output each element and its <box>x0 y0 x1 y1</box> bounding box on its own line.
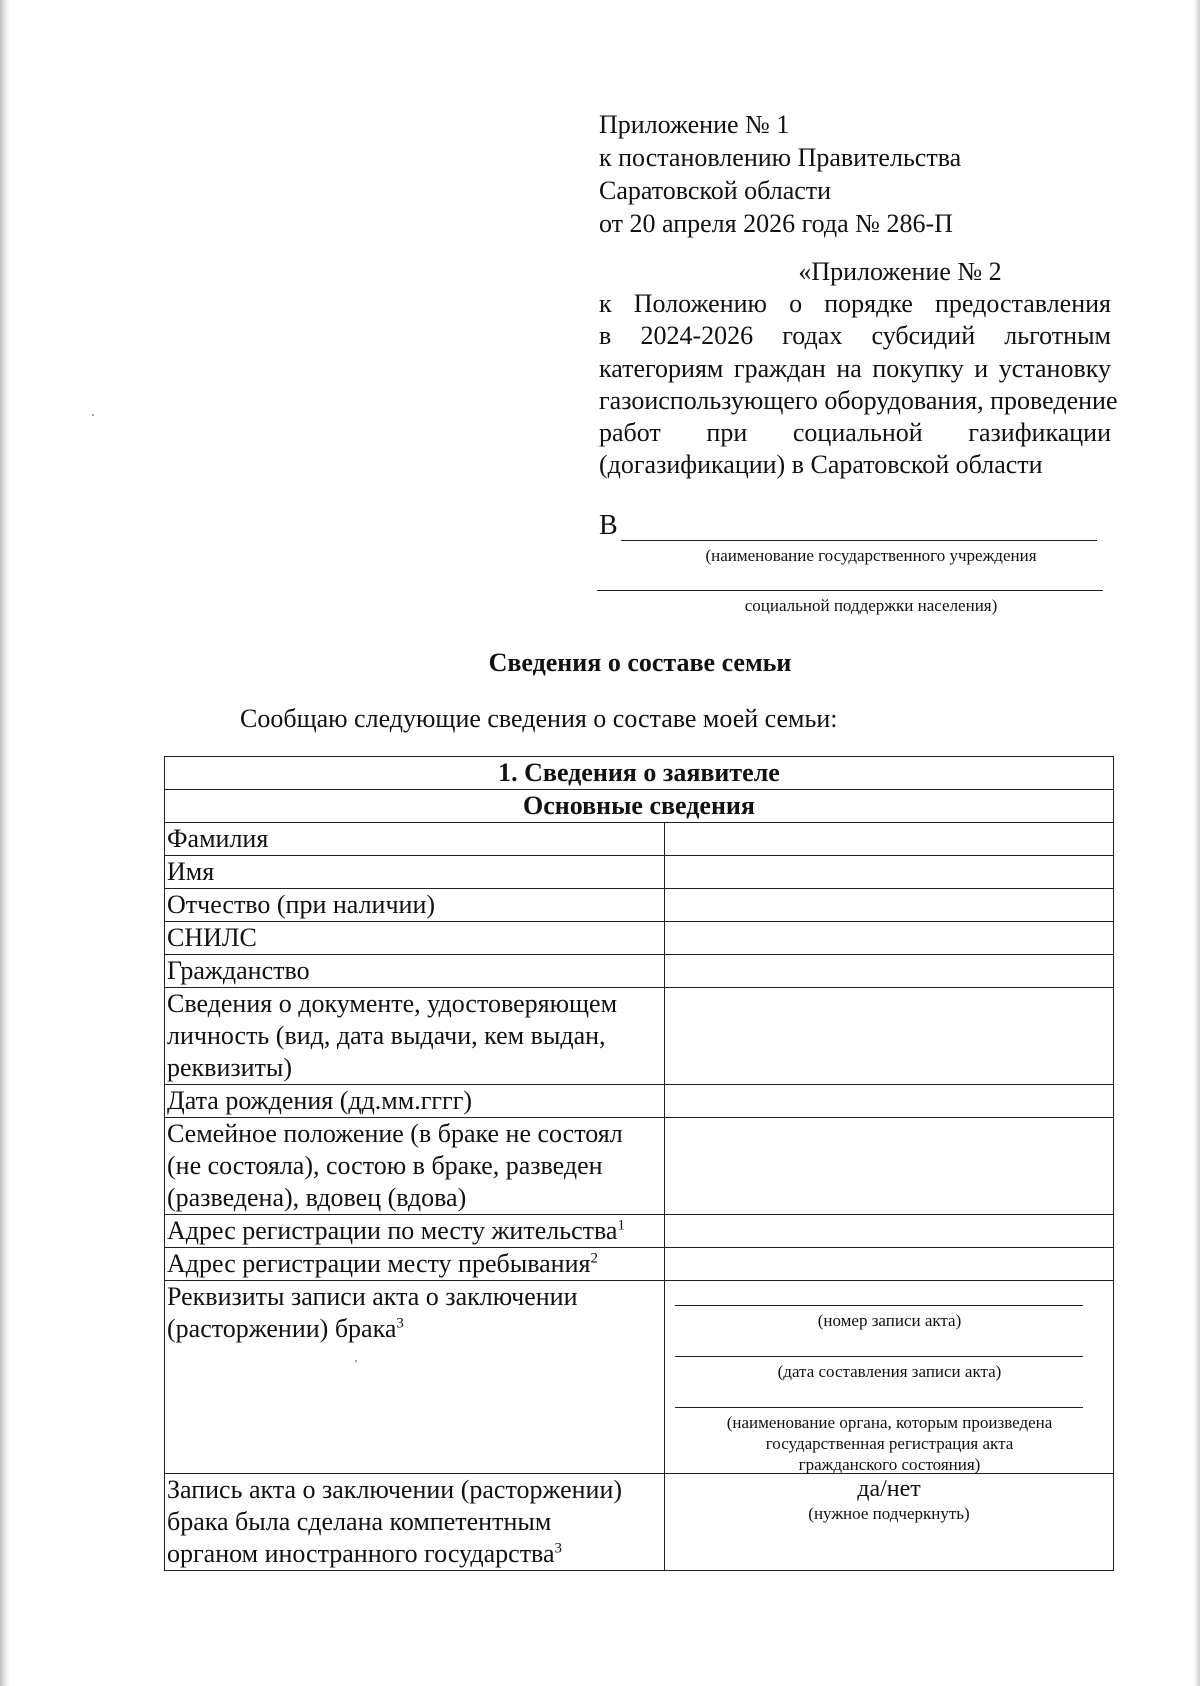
footnote-marker: 2 <box>590 1250 598 1267</box>
marriage-act-label-line <box>167 1313 662 1345</box>
table-row <box>165 922 1114 955</box>
marriage-act-label-line: Реквизиты записи акта о заключении <box>167 1282 578 1311</box>
stay-address-text: Адрес регистрации месту пребывания <box>167 1249 591 1278</box>
id-document-label <box>165 988 665 1085</box>
table-row <box>165 1085 1114 1118</box>
appendix2-line: в 2024-2026 годах субсидий льготным <box>599 321 1111 351</box>
table-row <box>165 856 1114 889</box>
footnote-marker: 1 <box>617 1217 625 1234</box>
foreign-act-label-text: органом иностранного государства <box>167 1539 555 1568</box>
header-line: Приложение № 1 <box>599 110 790 139</box>
table-row <box>165 1118 1114 1215</box>
recipient-prefix: В <box>599 510 618 541</box>
applicant-form-table <box>164 756 1114 1571</box>
id-document-label-line: реквизиты) <box>167 1053 293 1082</box>
section-title: 1. Сведения о заявителе <box>165 757 1114 790</box>
scan-speck <box>92 414 94 416</box>
id-document-label-line: Сведения о документе, удостоверяющем <box>167 989 618 1018</box>
appendix2-body <box>599 288 1118 482</box>
marital-status-label-line: (разведена), вдовец (вдова) <box>167 1183 467 1212</box>
table-row <box>165 1474 1114 1571</box>
residence-address-text: Адрес регистрации по месту жительства <box>167 1216 618 1245</box>
foreign-act-label-line: Запись акта о заключении (расторжении) <box>167 1475 623 1504</box>
table-row <box>165 1215 1114 1248</box>
act-organ-caption-line: государственная регистрация акта <box>765 1434 1014 1453</box>
id-document-label-line: личность (вид, дата выдачи, кем выдан, <box>167 1021 606 1050</box>
marriage-act-field <box>665 1281 1114 1474</box>
table-row <box>165 988 1114 1085</box>
recipient-block <box>599 510 1103 615</box>
foreign-act-label-line: брака была сделана компетентным <box>167 1507 552 1536</box>
act-organ-blank[interactable] <box>675 1407 1083 1408</box>
name-field[interactable] <box>665 856 1114 889</box>
header-line: Саратовской области <box>599 176 832 205</box>
citizenship-field[interactable] <box>665 955 1114 988</box>
patronymic-field[interactable] <box>665 889 1114 922</box>
footnote-marker: 3 <box>554 1540 563 1557</box>
foreign-act-field[interactable] <box>665 1474 1114 1571</box>
name-label: Имя <box>165 856 665 889</box>
recipient-caption-1: (наименование государственного учреждения <box>705 546 1037 565</box>
subsection-header-row <box>165 790 1114 823</box>
appendix2-line: категориям граждан на покупку и установку <box>599 353 1111 383</box>
document-title: Сведения о составе семьи <box>488 648 792 677</box>
birth-date-label: Дата рождения (дд.мм.гггг) <box>165 1085 665 1118</box>
stay-address-label <box>165 1248 665 1281</box>
residence-address-label <box>165 1215 665 1248</box>
header-line: от 20 апреля 2026 года № 286-П <box>599 209 953 238</box>
subsection-title: Основные сведения <box>165 790 1114 823</box>
yes-no-option[interactable]: да/нет <box>857 1476 921 1502</box>
scan-edge-left <box>0 0 10 1686</box>
header-line: к постановлению Правительства <box>599 143 962 172</box>
appendix2-line: газоиспользующего оборудования, проведение <box>599 385 1118 415</box>
residence-address-field[interactable] <box>665 1215 1114 1248</box>
act-date-blank[interactable] <box>675 1356 1083 1357</box>
act-number-blank[interactable] <box>675 1305 1083 1306</box>
act-date-caption: (дата составления записи акта) <box>777 1362 1002 1381</box>
marriage-act-label <box>165 1281 665 1474</box>
marriage-act-label-text: (расторжении) брака <box>167 1314 397 1343</box>
recipient-line <box>599 510 1103 544</box>
table-row <box>165 889 1114 922</box>
appendix2-line: работ при социальной газификации <box>599 418 1111 448</box>
table-row <box>165 1248 1114 1281</box>
birth-date-field[interactable] <box>665 1085 1114 1118</box>
marital-status-field[interactable] <box>665 1118 1114 1215</box>
table-row <box>165 955 1114 988</box>
snils-field[interactable] <box>665 922 1114 955</box>
marital-status-label-line: Семейное положение (в браке не состоял <box>167 1119 623 1148</box>
snils-label: СНИЛС <box>165 922 665 955</box>
appendix2-line: (догазификации) в Саратовской области <box>599 450 1043 480</box>
footnote-marker: 3 <box>396 1315 404 1332</box>
appendix1-header <box>599 108 1111 240</box>
scan-edge-right <box>1194 0 1200 1686</box>
recipient-blank-field[interactable] <box>621 540 1097 541</box>
surname-label: Фамилия <box>165 823 665 856</box>
act-organ-caption-line: (наименование органа, которым произведена <box>726 1413 1053 1432</box>
table-row <box>165 823 1114 856</box>
foreign-act-label-line <box>167 1538 662 1570</box>
yes-no-caption: (нужное подчеркнуть) <box>808 1504 970 1523</box>
act-organ-caption-line: гражданского состояния) <box>798 1455 981 1474</box>
table-row <box>165 1281 1114 1474</box>
section-header-row <box>165 757 1114 790</box>
surname-field[interactable] <box>665 823 1114 856</box>
appendix2-title: «Приложение № 2 <box>798 257 1002 286</box>
recipient-caption-2: социальной поддержки населения) <box>744 596 998 615</box>
act-number-caption: (номер записи акта) <box>817 1311 962 1330</box>
citizenship-label: Гражданство <box>165 955 665 988</box>
patronymic-label: Отчество (при наличии) <box>165 889 665 922</box>
recipient-blank-field-2[interactable] <box>597 590 1103 591</box>
marital-status-label <box>165 1118 665 1215</box>
marital-status-label-line: (не состояла), состою в браке, разведен <box>167 1151 603 1180</box>
intro-text: Сообщаю следующие сведения о составе моей семьи: <box>240 704 838 733</box>
stay-address-field[interactable] <box>665 1248 1114 1281</box>
foreign-act-label <box>165 1474 665 1571</box>
id-document-field[interactable] <box>665 988 1114 1085</box>
appendix2-line: к Положению о порядке предоставления <box>599 289 1111 318</box>
